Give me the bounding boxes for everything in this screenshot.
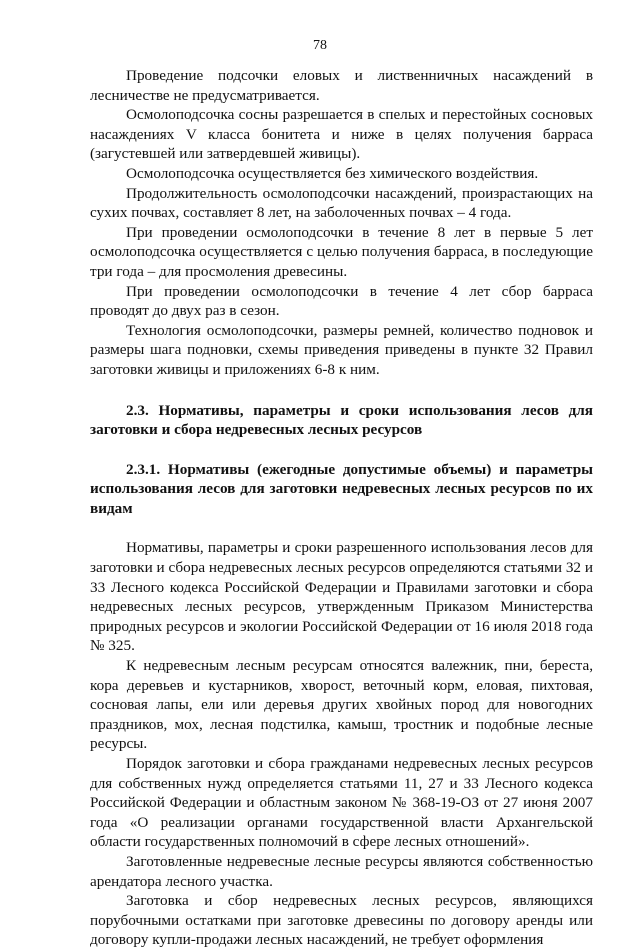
page-body	[90, 66, 593, 950]
section-heading: 2.3. Нормативы, параметры и сроки использования лесов для заготовки и сбора недревесных лесных ресурсов	[90, 401, 593, 439]
paragraph: Порядок заготовки и сбора гражданами недревесных лесных ресурсов для собственных нужд определяется статьями 11, 27 и 33 Лесного кодекса Российской Федерации и областным законом № 368-19-ОЗ от 27 июня 2007 года «О реализации органами государственной власти Архангельской области государственных полномочий в сфере лесных отношений».	[90, 755, 593, 851]
paragraph: При проведении осмолоподсочки в течение 4 лет сбор барраса проводят до двух раз в сезон.	[90, 282, 593, 320]
paragraph: При проведении осмолоподсочки в течение 8 лет в первые 5 лет осмолоподсочка осуществляется с целью получения барраса, в последующие три года – для просмоления древесины.	[90, 223, 593, 280]
page-number: 78	[313, 38, 327, 53]
paragraph: Технология осмолоподсочки, размеры ремней, количество подновок и размеры шага подновки, схемы приведения приведены в пункте 32 Правил заготовки живицы и приложениях 6-8 к ним.	[90, 321, 593, 378]
subsection-heading: 2.3.1. Нормативы (ежегодные допустимые объемы) и параметры использования лесов для заготовки недревесных лесных ресурсов по их видам	[90, 460, 593, 517]
paragraph: Осмолоподсочка осуществляется без химического воздействия.	[126, 164, 539, 182]
paragraph: Заготовленные недревесные лесные ресурсы являются собственностью арендатора лесного участка.	[90, 852, 593, 890]
paragraph: Нормативы, параметры и сроки разрешенного использования лесов для заготовки и сбора недревесных лесных ресурсов определяются статьями 32 и 33 Лесного кодекса Российской Федерации и Правилами заготовки и сбора недревесных лесных ресурсов, утвержденным Приказом Министерства природных ресурсов и экологии Российской Федерации от 16 июля 2018 года № 325.	[90, 539, 593, 655]
paragraph: Проведение подсочки еловых и лиственничных насаждений в лесничестве не предусматривается.	[90, 67, 593, 104]
paragraph: Осмолоподсочка сосны разрешается в спелых и перестойных сосновых насаждениях V класса бонитета и ниже в целях получения барраса (загустевшей или затвердевшей живицы).	[90, 106, 593, 163]
paragraph: К недревесным лесным ресурсам относятся валежник, пни, береста, кора деревьев и кустарников, хворост, веточный корм, еловая, пихтовая, сосновая лапы, ели или деревья других хвойных пород для новогодних праздников, мох, лесная подстилка, камыш, тростник и подобные лесные ресурсы.	[90, 657, 593, 753]
paragraph: Заготовка и сбор недревесных лесных ресурсов, являющихся порубочными остатками при заготовке древесины по договору аренды или договору купли-продажи лесных насаждений, не требует оформления	[90, 892, 593, 949]
paragraph: Продолжительность осмолоподсочки насаждений, произрастающих на сухих почвах, составляет 8 лет, на заболоченных почвах – 4 года.	[90, 184, 593, 222]
